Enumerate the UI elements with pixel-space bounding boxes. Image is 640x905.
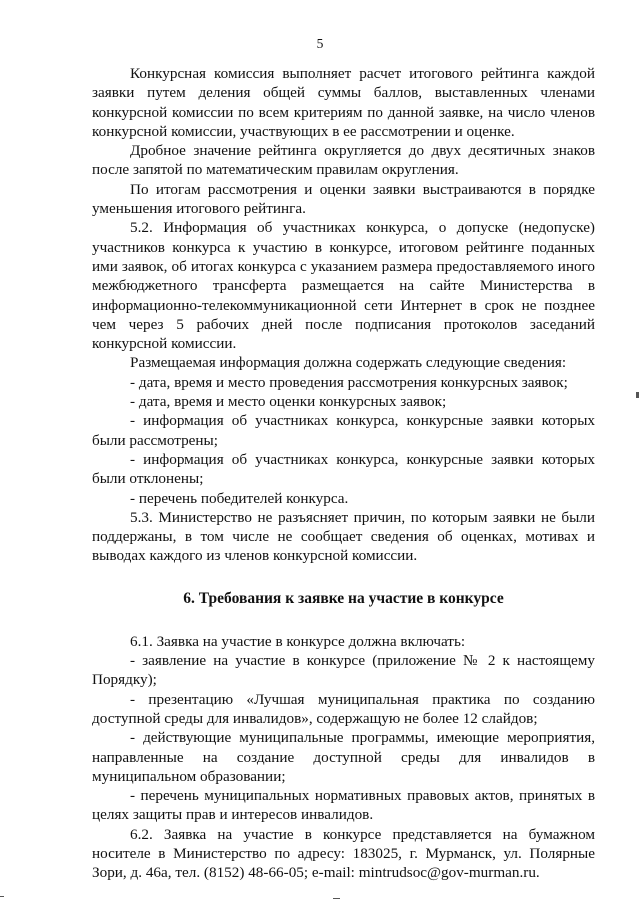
list-item: - перечень победителей конкурса. (130, 489, 349, 507)
list-item: - дата, время и место проведения рассмотрения конкурсных заявок; (130, 373, 568, 391)
list-item: - действующие муниципальные программы, имеющие мероприятия, направленные на создание доступной среды для инвалидов в муниципальном образовании; (92, 729, 595, 785)
list-item: - информация об участниках конкурса, конкурсные заявки которых были рассмотрены; (92, 412, 595, 449)
paragraph-clause-6-1: 6.1. Заявка на участие в конкурсе должна включать: (130, 632, 466, 650)
paragraph-clause-5-3: 5.3. Министерство не разъясняет причин, по которым заявки не были поддержаны, в том числе не сообщает сведения об оценках, мотивах и выводах каждого из членов конкурсной комиссии. (92, 508, 595, 565)
paragraph-clause-6-2: 6.2. Заявка на участие в конкурсе представляется на бумажном носителе в Министерство по адресу: 183025, г. Мурманск, ул. Полярные Зори, д. 46а, тел. (8152) 48-66-05; e-mail: mintrudsoc@gov-murman.ru. (92, 825, 595, 882)
list-item: - презентацию «Лучшая муниципальная практика по созданию доступной среды для инвалидов», содержащую не более 12 слайдов; (92, 690, 595, 727)
list-item: - дата, время и место оценки конкурсных заявок; (130, 393, 447, 411)
paragraph: Размещаемая информация должна содержать следующие сведения: (130, 354, 567, 372)
paragraph-clause-5-2: 5.2. Информация об участниках конкурса, о допуске (недопуске) участников конкурса к участию в конкурсе, итоговом рейтинге поданных ими заявок, об итогах конкурса с указанием размера предоставляемого иного межбюджетного трансферта размещается на сайте Министерства в информационно-телекоммуникационной сети Интернет в срок не позднее чем через 5 рабочих дней после подписания протоколов заседаний конкурсной комиссии. (92, 219, 595, 353)
scan-mark (636, 392, 639, 398)
list-item: - заявление на участие в конкурсе (приложение № 2 к настоящему Порядку); (92, 652, 595, 689)
paragraph: Конкурсная комиссия выполняет расчет итогового рейтинга каждой заявки путем деления общей суммы баллов, выставленных членами конкурсной комиссии по всем критериям по данной заявке, на число членов конкурсной комиссии, участвующих в ее рассмотрении и оценке. (92, 65, 595, 140)
list-item: - информация об участниках конкурса, конкурсные заявки которых были отклонены; (92, 450, 595, 488)
section-title: 6. Требования к заявке на участие в конкурсе (183, 589, 504, 607)
scan-mark (333, 898, 340, 899)
document-body (92, 64, 595, 883)
scan-mark (0, 896, 4, 897)
page-number: 5 (316, 36, 324, 51)
paragraph: Дробное значение рейтинга округляется до двух десятичных знаков после запятой по математическим правилам округления. (92, 142, 595, 179)
list-item: - перечень муниципальных нормативных правовых актов, принятых в целях защиты прав и интересов инвалидов. (92, 787, 595, 824)
paragraph: По итогам рассмотрения и оценки заявки выстраиваются в порядке уменьшения итогового рейтинга. (92, 180, 595, 218)
